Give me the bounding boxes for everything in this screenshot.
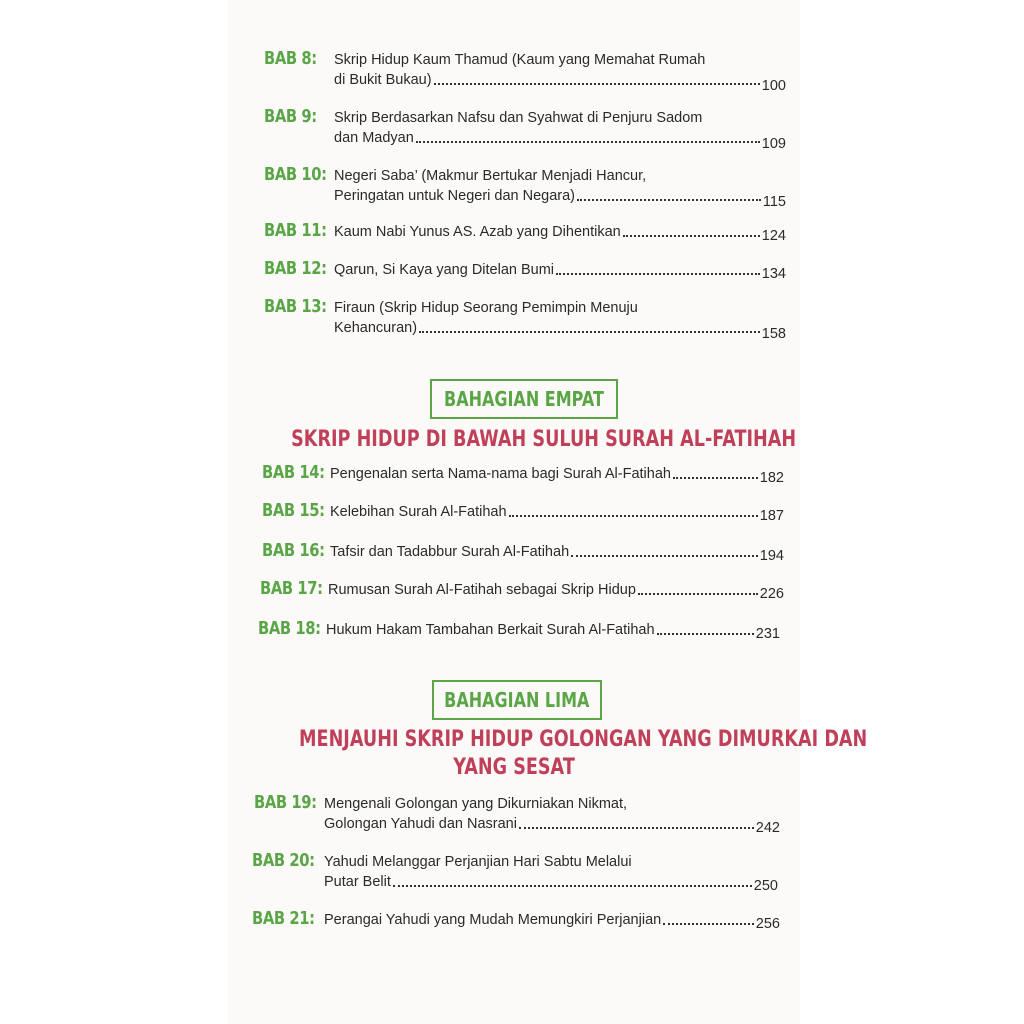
section-title: [228, 426, 800, 454]
chapter-title-line2-row: [334, 70, 786, 94]
section-title-line1: [228, 726, 868, 754]
chapter-title-row: [334, 260, 786, 280]
page-number: 194: [759, 548, 784, 564]
page-number: 115: [762, 194, 786, 210]
page-number: 124: [761, 228, 786, 244]
chapter-title-row: [330, 502, 784, 522]
chapter-title-line2-row: [334, 186, 786, 210]
chapter-number: BAB 12:: [264, 258, 327, 279]
toc-entry-bab-11: [264, 220, 824, 260]
chapter-title: Pengenalan serta Nama-nama bagi Surah Al-Fatihah: [330, 466, 671, 482]
section-label-box: [432, 680, 602, 720]
leader-dots: [519, 826, 754, 829]
chapter-title-line2-row: [334, 128, 786, 152]
toc-entry-bab-9: [264, 106, 824, 152]
page-number: 187: [759, 508, 784, 524]
page-number: 100: [761, 78, 786, 94]
chapter-number: BAB 9:: [264, 106, 317, 127]
chapter-title-row: [324, 910, 780, 930]
chapter-title-row: [328, 580, 784, 600]
section-title-text: MENJAUHI SKRIP HIDUP GOLONGAN YANG DIMURKAI DAN: [299, 727, 868, 752]
leader-dots: [556, 272, 760, 275]
chapter-number: BAB 21:: [252, 908, 315, 929]
toc-entry-bab-8: [264, 48, 824, 94]
toc-entry-bab-16: [262, 540, 822, 580]
page-number: 226: [759, 586, 784, 602]
section-label: BAHAGIAN LIMA: [444, 688, 590, 712]
chapter-title-row: [326, 620, 780, 640]
chapter-title-line2-row: [324, 872, 778, 892]
chapter-title: Perangai Yahudi yang Mudah Memungkiri Perjanjian: [324, 912, 662, 928]
chapter-title: Kaum Nabi Yunus AS. Azab yang Dihentikan: [334, 224, 621, 240]
leader-dots: [416, 140, 760, 143]
toc-entry-bab-15: [262, 500, 822, 540]
chapter-title-line1: Skrip Berdasarkan Nafsu dan Syahwat di Penjuru Sadom: [334, 110, 703, 126]
chapter-title-line2: Putar Belit: [324, 874, 391, 890]
chapter-number: BAB 11:: [264, 220, 327, 241]
chapter-title-line2: Kehancuran): [334, 320, 418, 336]
page-number: 231: [755, 626, 780, 642]
leader-dots: [663, 922, 754, 925]
leader-dots: [638, 592, 758, 595]
chapter-title-line1: Skrip Hidup Kaum Thamud (Kaum yang Memahat Rumah: [334, 52, 706, 68]
section-title-line2: [228, 754, 800, 782]
leader-dots: [571, 554, 758, 557]
toc-entry-bab-18: [258, 618, 818, 658]
page-number: 158: [761, 326, 786, 342]
leader-dots: [577, 198, 761, 201]
leader-dots: [623, 234, 760, 237]
chapter-title-row: [330, 542, 784, 562]
leader-dots: [673, 476, 758, 479]
chapter-title-line1: Negeri Saba’ (Makmur Bertukar Menjadi Hancur,: [334, 168, 647, 184]
page-number: 242: [755, 820, 780, 836]
chapter-title-line2: di Bukit Bukau): [334, 72, 432, 88]
chapter-title-line2-row: [324, 814, 780, 834]
chapter-title-line1: Yahudi Melanggar Perjanjian Hari Sabtu Melalui: [324, 854, 632, 870]
toc-entry-bab-19: [254, 792, 814, 836]
section-title-text: YANG SESAT: [453, 755, 575, 780]
chapter-title-line1: Firaun (Skrip Hidup Seorang Pemimpin Menuju: [334, 300, 638, 316]
chapter-title: Kelebihan Surah Al-Fatihah: [330, 504, 507, 520]
chapter-title-line2-row: [334, 318, 786, 342]
chapter-number: BAB 8:: [264, 48, 317, 69]
leader-dots: [393, 884, 752, 887]
toc-entry-bab-13: [264, 296, 824, 342]
chapter-title-line1: Mengenali Golongan yang Dikurniakan Nikmat,: [324, 796, 628, 812]
chapter-number: BAB 20:: [252, 850, 315, 871]
leader-dots: [657, 632, 754, 635]
leader-dots: [434, 82, 760, 85]
leader-dots: [419, 330, 760, 333]
chapter-title: Qarun, Si Kaya yang Ditelan Bumi: [334, 262, 555, 278]
chapter-number: BAB 10:: [264, 164, 327, 185]
chapter-title: Hukum Hakam Tambahan Berkait Surah Al-Fatihah: [326, 622, 655, 638]
chapter-title: Rumusan Surah Al-Fatihah sebagai Skrip Hidup: [328, 582, 636, 598]
toc-entry-bab-14: [262, 462, 822, 502]
chapter-title-row: [330, 464, 784, 484]
page-number: 250: [753, 878, 778, 894]
chapter-number: BAB 16:: [262, 540, 325, 561]
chapter-number: BAB 14:: [262, 462, 325, 483]
chapter-title-line2: Peringatan untuk Negeri dan Negara): [334, 188, 576, 204]
toc-entry-bab-10: [264, 164, 824, 210]
book-page: [228, 0, 868, 1024]
toc-entry-bab-21: [252, 908, 812, 948]
chapter-number: BAB 17:: [260, 578, 323, 599]
page-number: 109: [761, 136, 786, 152]
page-number: 182: [759, 470, 784, 486]
chapter-number: BAB 18:: [258, 618, 321, 639]
chapter-number: BAB 13:: [264, 296, 327, 317]
toc-entry-bab-12: [264, 258, 824, 298]
page-number: 256: [755, 916, 780, 932]
leader-dots: [509, 514, 758, 517]
chapter-title-line2: Golongan Yahudi dan Nasrani: [324, 816, 517, 832]
chapter-title: Tafsir dan Tadabbur Surah Al-Fatihah: [330, 544, 570, 560]
chapter-title-row: [334, 222, 786, 242]
toc-entry-bab-17: [260, 578, 820, 618]
toc-entry-bab-20: [252, 850, 812, 894]
chapter-number: BAB 15:: [262, 500, 325, 521]
chapter-title-line2: dan Madyan: [334, 130, 414, 146]
page-number: 134: [761, 266, 786, 282]
chapter-number: BAB 19:: [254, 792, 317, 813]
section-label-box: [430, 379, 618, 419]
section-title-text: SKRIP HIDUP DI BAWAH SULUH SURAH AL-FATIHAH: [291, 427, 797, 452]
section-label: BAHAGIAN EMPAT: [444, 387, 604, 411]
